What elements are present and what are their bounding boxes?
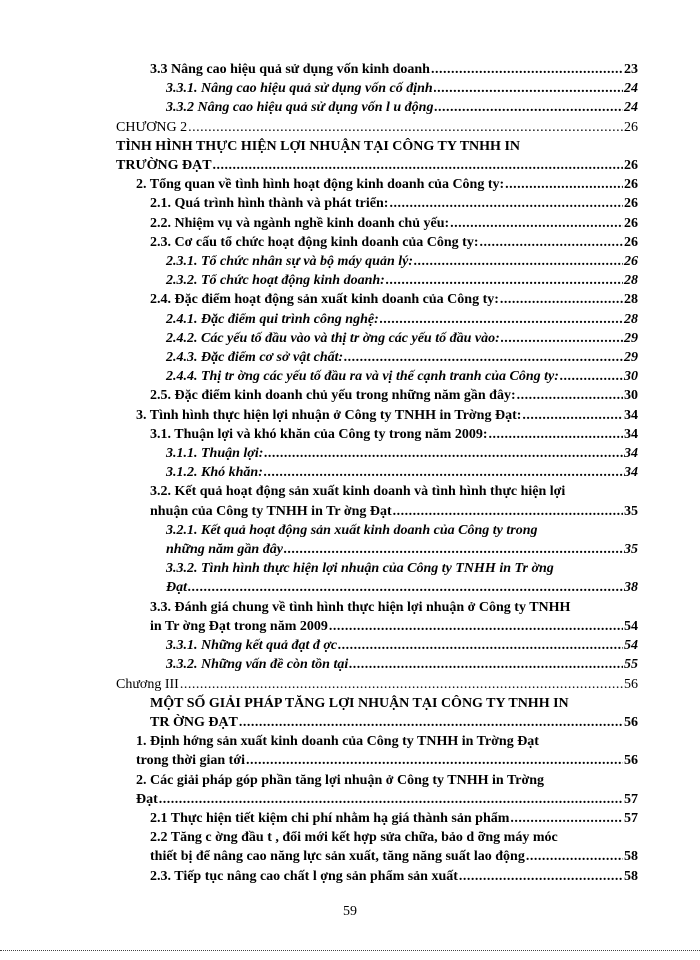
toc-entry-title: 3.1.2. Khó khăn:	[166, 465, 263, 481]
toc-page-number: 30	[624, 369, 638, 385]
toc-page-number: 54	[624, 618, 638, 634]
toc-entry-title: 2.4.1. Đặc điểm qui trình công nghệ:	[166, 311, 379, 327]
dot-leader	[431, 60, 623, 79]
toc-entry	[116, 771, 638, 809]
toc-page-number: 26	[624, 254, 638, 270]
toc-entry-title: 2.1 Thực hiện tiết kiệm chi phí nhằm hạ giá thành sản phẩm	[150, 810, 510, 826]
toc-entry-title: 3.3.1. Nâng cao hiệu quả sử dụng vốn cố định	[166, 81, 433, 97]
toc-entry-title: 2.3. Cơ cấu tổ chức hoạt động kinh doanh của Công ty:	[150, 234, 479, 250]
toc-entry	[116, 559, 638, 597]
toc-entry	[116, 598, 638, 636]
dot-leader	[434, 98, 623, 117]
dot-leader	[284, 540, 623, 559]
toc-entry-title: TÌNH HÌNH THỰC HIỆN LỢI NHUẬN TẠI CÔNG TY TNHH IN	[116, 138, 520, 154]
toc-entry	[116, 867, 638, 886]
toc-entry	[116, 271, 638, 290]
toc-page-number: 35	[624, 542, 638, 558]
toc-entry	[116, 310, 638, 329]
toc-entry	[116, 636, 638, 655]
toc-page-number: 26	[624, 177, 638, 193]
page-bottom-border	[0, 950, 700, 951]
dot-leader	[480, 233, 624, 252]
dot-leader	[501, 329, 623, 348]
toc-entry	[116, 194, 638, 213]
toc-page-number: 56	[624, 714, 638, 730]
toc-page-number: 34	[624, 446, 638, 462]
toc-page-number: 28	[624, 292, 638, 308]
toc-entry-title: TR ỜNG ĐẠT	[150, 714, 238, 730]
toc-entry	[116, 463, 638, 482]
toc-entry-title: trong thời gian tới	[136, 753, 245, 769]
toc-page-number: 35	[624, 503, 638, 519]
dot-leader	[239, 713, 623, 732]
dot-leader	[510, 809, 623, 828]
toc-entry-title: 2.3.1. Tổ chức nhân sự và bộ máy quản lý:	[166, 254, 414, 270]
toc-entry	[116, 406, 638, 425]
toc-entry-title: Đạt	[166, 580, 187, 596]
dot-leader	[264, 463, 623, 482]
dot-leader	[389, 194, 623, 213]
toc-entry-title: 2.4.2. Các yếu tố đầu vào và thị tr ờng các yếu tố đầu vào:	[166, 330, 500, 346]
dot-leader	[246, 751, 623, 770]
toc-entry-title: 2.5. Đặc điểm kinh doanh chủ yếu trong những năm gần đây:	[150, 388, 516, 404]
toc-page-number: 54	[624, 638, 638, 654]
toc-page-number: 58	[624, 868, 638, 884]
dot-leader	[459, 867, 623, 886]
dot-leader	[344, 348, 623, 367]
dot-leader	[180, 675, 623, 694]
toc-entry	[116, 482, 638, 520]
toc-entry-title: 2.3. Tiếp tục nâng cao chất l ợng sản phẩm sản xuất	[150, 868, 458, 884]
toc-page-number: 24	[624, 81, 638, 97]
toc-entry-title: 2.4. Đặc điểm hoạt động sản xuất kinh doanh của Công ty:	[150, 292, 499, 308]
toc-entry-title: 3.3.1. Những kết quả đạt đ ợc	[166, 638, 338, 654]
toc-entry	[116, 828, 638, 866]
toc-entry-title: 3.3.2. Tình hình thực hiện lợi nhuận của Công ty TNHH in Tr ờng	[166, 561, 554, 577]
toc-entry-title: 2.2. Nhiệm vụ và ngành nghề kinh doanh chủ yếu:	[150, 215, 450, 231]
dot-leader	[188, 578, 623, 597]
toc-page-number: 34	[624, 426, 638, 442]
toc-entry-title: 3.1.1. Thuận lợi:	[166, 446, 264, 462]
dot-leader	[338, 636, 623, 655]
toc-page-number: 29	[624, 350, 638, 366]
toc-entry-title: 3.3 Nâng cao hiệu quả sử dụng vốn kinh doanh	[150, 62, 430, 77]
toc-page-number: 24	[624, 100, 638, 116]
table-of-contents	[116, 60, 638, 886]
toc-entry-title: Đạt	[136, 791, 158, 807]
toc-page-number: 26	[624, 215, 638, 231]
dot-leader	[386, 271, 623, 290]
toc-entry	[116, 214, 638, 233]
toc-page-number: 56	[624, 753, 638, 769]
toc-page-number: 26	[624, 234, 638, 250]
dot-leader	[522, 406, 623, 425]
page-number: 59	[343, 904, 357, 919]
toc-page-number: 28	[624, 273, 638, 289]
dot-leader	[434, 79, 623, 98]
dot-leader	[488, 425, 623, 444]
toc-entry	[116, 252, 638, 271]
toc-entry	[116, 79, 638, 98]
toc-entry	[116, 386, 638, 405]
dot-leader	[264, 444, 623, 463]
toc-page-number: 58	[624, 849, 638, 865]
toc-entry	[116, 329, 638, 348]
toc-entry	[116, 60, 638, 79]
toc-page-number: 26	[624, 158, 638, 174]
toc-entry-title: 2. Tổng quan về tình hình hoạt động kinh doanh của Công ty:	[136, 177, 505, 193]
dot-leader	[500, 290, 623, 309]
toc-page-number: 57	[624, 810, 638, 826]
toc-entry	[116, 425, 638, 444]
toc-page-number: 34	[624, 407, 638, 423]
toc-entry-title: 3.3. Đánh giá chung về tình hình thực hiện lợi nhuận ở Công ty TNHH	[150, 599, 571, 615]
toc-entry	[116, 521, 638, 559]
toc-entry	[116, 675, 638, 694]
toc-entry	[116, 809, 638, 828]
toc-entry-title: Chương III	[116, 676, 179, 692]
toc-page-number: 28	[624, 311, 638, 327]
dot-leader	[517, 386, 623, 405]
toc-entry-title: 3.3.2. Những vấn đề còn tồn tại	[166, 657, 349, 673]
toc-entry	[116, 694, 638, 732]
toc-entry-title: 3. Tình hình thực hiện lợi nhuận ở Công ty TNHH in Trờng Đạt:	[136, 407, 522, 423]
dot-leader	[526, 847, 623, 866]
toc-entry-title: nhuận của Công ty TNHH in Tr ờng Đạt	[150, 503, 392, 519]
dot-leader	[380, 310, 623, 329]
toc-entry-title: 2.1. Quá trình hình thành và phát triển:	[150, 196, 389, 212]
dot-leader	[349, 655, 623, 674]
toc-entry	[116, 367, 638, 386]
toc-entry	[116, 655, 638, 674]
toc-page-number: 26	[624, 119, 638, 135]
toc-entry	[116, 290, 638, 309]
toc-page-number: 30	[624, 388, 638, 404]
toc-entry-title: 2.3.2. Tổ chức hoạt động kinh doanh:	[166, 273, 385, 289]
toc-entry-title: 3.3.2 Nâng cao hiệu quả sử dụng vốn l u động	[166, 100, 434, 116]
toc-page-number: 38	[624, 580, 638, 596]
dot-leader	[329, 617, 623, 636]
toc-entry	[116, 98, 638, 117]
toc-entry	[116, 348, 638, 367]
toc-entry	[116, 137, 638, 175]
toc-entry	[116, 732, 638, 770]
toc-entry-title: 2.4.3. Đặc điểm cơ sở vật chất:	[166, 350, 344, 366]
toc-entry	[116, 444, 638, 463]
toc-entry-title: 2. Các giải pháp góp phần tăng lợi nhuận ở Công ty TNHH in Trờng	[136, 772, 544, 788]
toc-page-number: 26	[624, 196, 638, 212]
toc-entry-title: MỘT SỐ GIẢI PHÁP TĂNG LỢI NHUẬN TẠI CÔNG TY TNHH IN	[150, 695, 569, 711]
dot-leader	[560, 367, 623, 386]
toc-entry	[116, 118, 638, 137]
toc-page-number: 57	[624, 791, 638, 807]
toc-entry-title: 3.2. Kết quả hoạt động sản xuất kinh doanh và tình hình thực hiện lợi	[150, 484, 566, 500]
dot-leader	[188, 118, 623, 137]
toc-entry-title: 3.1. Thuận lợi và khó khăn của Công ty trong năm 2009:	[150, 426, 488, 442]
toc-entry-title: CHƯƠNG 2	[116, 119, 188, 135]
toc-page-number: 23	[624, 62, 638, 77]
toc-entry-title: những năm gần đây	[166, 542, 283, 558]
toc-entry-title: 3.2.1. Kết quả hoạt động sản xuất kinh doanh của Công ty trong	[166, 522, 538, 538]
toc-page-number: 34	[624, 465, 638, 481]
dot-leader	[159, 790, 623, 809]
dot-leader	[414, 252, 623, 271]
toc-page-number: 29	[624, 330, 638, 346]
dot-leader	[450, 214, 623, 233]
toc-entry-title: in Tr ờng Đạt trong năm 2009	[150, 618, 328, 634]
toc-entry-title: 2.4.4. Thị tr ờng các yếu tố đầu ra và vị thế cạnh tranh của Công ty:	[166, 369, 559, 385]
toc-entry-title: 2.2 Tăng c ờng đầu t , đổi mới kết hợp sửa chữa, bảo d ỡng máy móc	[150, 830, 558, 846]
dot-leader	[213, 156, 623, 175]
toc-page-number: 55	[624, 657, 638, 673]
toc-entry	[116, 233, 638, 252]
dot-leader	[505, 175, 623, 194]
toc-entry-title: 1. Định hớng sản xuất kinh doanh của Công ty TNHH in Trờng Đạt	[136, 734, 539, 750]
toc-entry	[116, 175, 638, 194]
toc-entry-title: thiết bị để nâng cao năng lực sản xuất, tăng năng suất lao động	[150, 849, 525, 865]
toc-page-number: 56	[624, 676, 638, 692]
dot-leader	[393, 502, 623, 521]
toc-entry-title: TRƯỜNG ĐẠT	[116, 158, 212, 174]
